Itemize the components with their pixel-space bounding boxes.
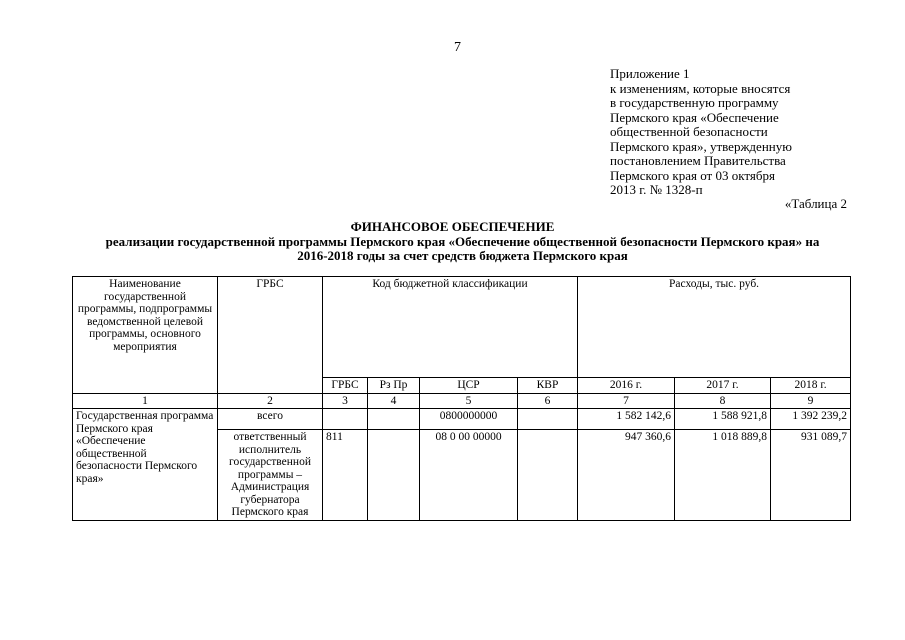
subheader-csr: ЦСР <box>420 378 518 394</box>
cell-grbs <box>323 409 368 430</box>
grbs-desc: всего <box>218 409 323 430</box>
col-number: 3 <box>323 393 368 409</box>
subheader-2018: 2018 г. <box>771 378 851 394</box>
col-number: 5 <box>420 393 518 409</box>
subheader-2017: 2017 г. <box>675 378 771 394</box>
cell-kvr <box>518 409 578 430</box>
table-header-row <box>73 277 851 378</box>
cell-2016: 947 360,6 <box>578 430 675 521</box>
column-number-row <box>73 393 851 409</box>
appendix-line: Пермского края «Обеспечение <box>610 109 779 125</box>
header-name: Наименование государственной программы, подпрограммы ведомственной целевой программы, основного мероприятия <box>73 277 218 394</box>
appendix-line: Пермского края», утвержденную <box>610 138 792 154</box>
col-number: 7 <box>578 393 675 409</box>
subheader-rzpr: Рз Пр <box>368 378 420 394</box>
appendix-line: к изменениям, которые вносятся <box>610 80 791 96</box>
cell-rzpr <box>368 409 420 430</box>
header-expenses: Расходы, тыс. руб. <box>578 277 851 378</box>
page-number: 7 <box>454 40 461 55</box>
document-subtitle: реализации государственной программы Пермского края «Обеспечение общественной безопасности Пермского края» на 2016-2018 годы за счет средств бюджета Пермского края <box>105 234 820 263</box>
cell-csr: 08 0 00 00000 <box>420 430 518 521</box>
header-budget-code: Код бюджетной классификации <box>323 277 578 378</box>
appendix-note <box>610 67 845 198</box>
appendix-line: Пермского края от 03 октября <box>610 167 775 183</box>
document-title: ФИНАНСОВОЕ ОБЕСПЕЧЕНИЕ <box>350 219 555 234</box>
col-number: 8 <box>675 393 771 409</box>
appendix-line: Приложение 1 <box>610 66 690 81</box>
cell-2017: 1 588 921,8 <box>675 409 771 430</box>
cell-csr: 0800000000 <box>420 409 518 430</box>
appendix-line: в государственную программу <box>610 95 779 110</box>
subheader-2016: 2016 г. <box>578 378 675 394</box>
cell-rzpr <box>368 430 420 521</box>
appendix-line: 2013 г. № 1328-п <box>610 182 703 197</box>
program-name: Государственная программа Пермского края «Обеспечение общественной безопасности Пермского края» <box>73 409 218 521</box>
cell-2018: 931 089,7 <box>771 430 851 521</box>
grbs-desc: ответственный исполнитель государственной программы – Администрация губернатора Пермского края <box>218 430 323 521</box>
appendix-line: постановлением Правительства <box>610 153 786 168</box>
table-row <box>73 409 851 430</box>
cell-2017: 1 018 889,8 <box>675 430 771 521</box>
cell-kvr <box>518 430 578 521</box>
appendix-line: общественной безопасности <box>610 124 768 139</box>
subheader-kvr: КВР <box>518 378 578 394</box>
col-number: 6 <box>518 393 578 409</box>
cell-2018: 1 392 239,2 <box>771 409 851 430</box>
col-number: 1 <box>73 393 218 409</box>
financing-table <box>72 276 851 521</box>
table-label: «Таблица 2 <box>784 196 847 211</box>
col-number: 2 <box>218 393 323 409</box>
cell-grbs: 811 <box>323 430 368 521</box>
cell-2016: 1 582 142,6 <box>578 409 675 430</box>
col-number: 4 <box>368 393 420 409</box>
col-number: 9 <box>771 393 851 409</box>
header-grbs: ГРБС <box>218 277 323 394</box>
subheader-grbs: ГРБС <box>323 378 368 394</box>
